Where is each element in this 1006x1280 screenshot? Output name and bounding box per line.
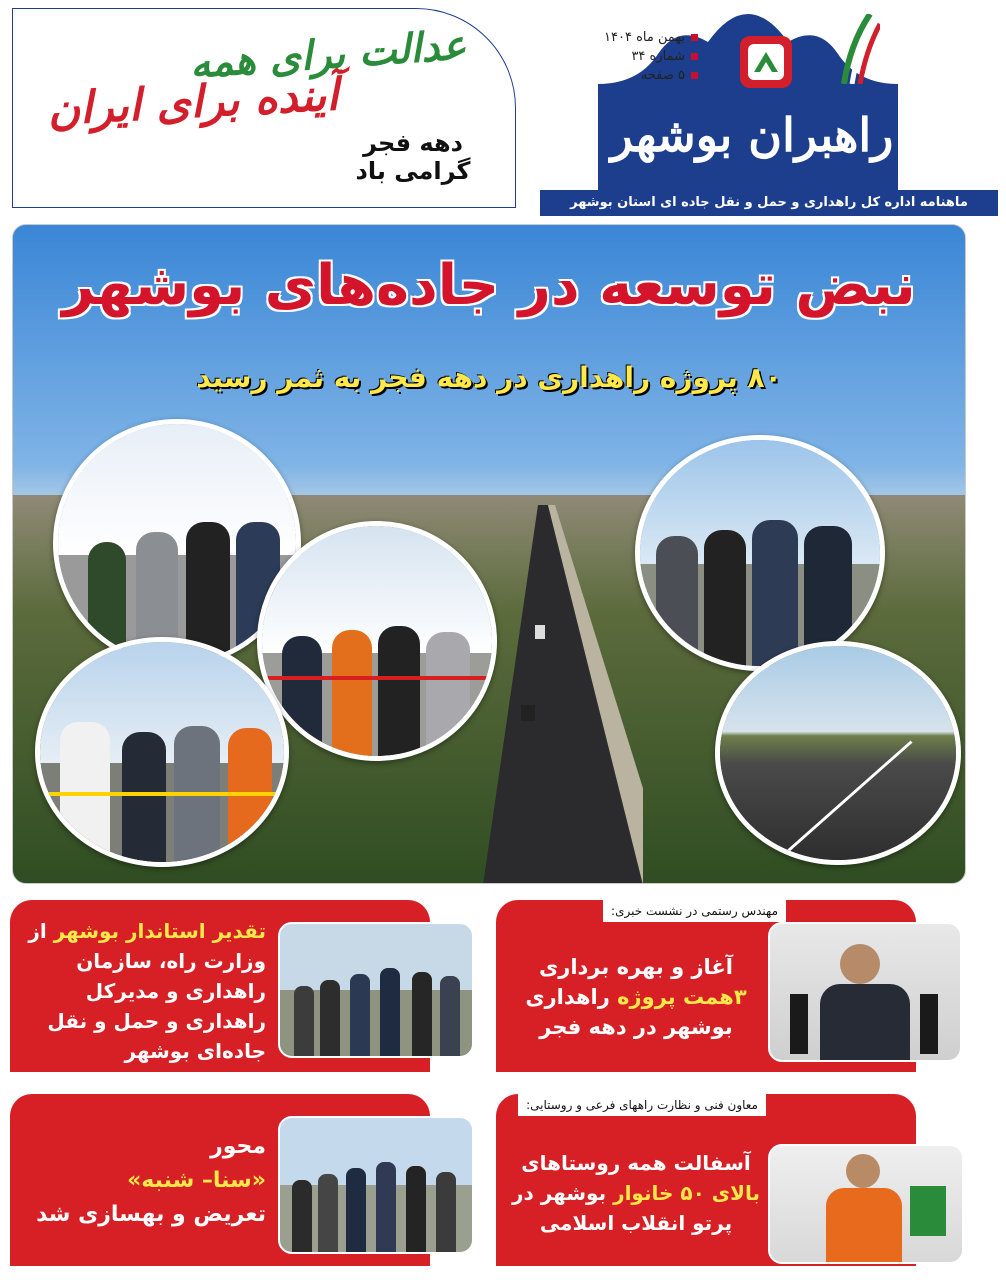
- hero-headline: نبض توسعه در جاده‌های بوشهر: [62, 253, 916, 318]
- masthead-subtitle: ماهنامه اداره کل راهداری و حمل و نقل جاده ای استان بوشهر: [540, 190, 998, 216]
- photo-circle-ribbon-cutting-center: [257, 521, 497, 761]
- card-headline: تقدیر استاندار بوشهر از وزارت راه، سازمان راهداری و مدیرکل راهداری و حمل و نقل جاده‌ای بوشهر: [28, 919, 266, 1063]
- card-headline: آغاز و بهره برداری ۳همت پروژه راهداری بوشهر در دهه فجر: [525, 955, 747, 1039]
- road-marking: [720, 646, 956, 860]
- issue-info: [548, 28, 698, 85]
- masthead-title: راهبران بوشهر: [610, 108, 894, 162]
- flag-stripes-icon: [840, 14, 880, 84]
- card-headline: محور «سنا– شنبه» تعریض و بهسازی شد: [36, 1134, 266, 1227]
- slogan-line-1: عدالت برای همه: [188, 21, 468, 88]
- hero-subheadline: ۸۰ پروژه راهداری در دهه فجر به ثمر رسید: [196, 361, 782, 394]
- news-card-rostami[interactable]: [496, 900, 916, 1080]
- hero-banner: [12, 224, 966, 884]
- news-card-sana-shanbeh[interactable]: [10, 1094, 430, 1274]
- masthead: [540, 8, 998, 208]
- decade-fajr-text: دهه فجر گرامی باد: [355, 129, 471, 185]
- slogan-box: [12, 8, 516, 208]
- card-headline: آسفالت همه روستاهای بالای ۵۰ خانوار بوشهر در پرتو انقلاب اسلامی: [511, 1151, 761, 1235]
- card-photo-road-opening: [278, 1116, 474, 1254]
- issue-number: شماره ۳۴: [548, 47, 698, 66]
- news-card-rural-asphalt[interactable]: [496, 1094, 916, 1274]
- news-card-governor-appreciation[interactable]: [10, 900, 430, 1080]
- card-kicker: مهندس رستمی در نشست خبری:: [603, 900, 786, 922]
- photo-circle-new-road-right: [715, 641, 961, 865]
- card-photo-officials: [278, 922, 474, 1058]
- issue-pages: ۵ صفحه: [548, 66, 698, 85]
- issue-date: بهمن ماه ۱۴۰۴: [548, 28, 698, 47]
- card-kicker: معاون فنی و نظارت راههای فرعی و روستایی:: [518, 1094, 766, 1116]
- card-photo-deputy: [768, 1144, 964, 1264]
- photo-circle-officials-right: [635, 435, 885, 671]
- photo-circle-ribbon-cutting-bottom-left: [35, 637, 289, 867]
- slogan-line-2: آینده برای ایران: [46, 69, 340, 136]
- card-photo-press-conference: [768, 922, 962, 1062]
- rmto-logo-icon: [736, 32, 796, 92]
